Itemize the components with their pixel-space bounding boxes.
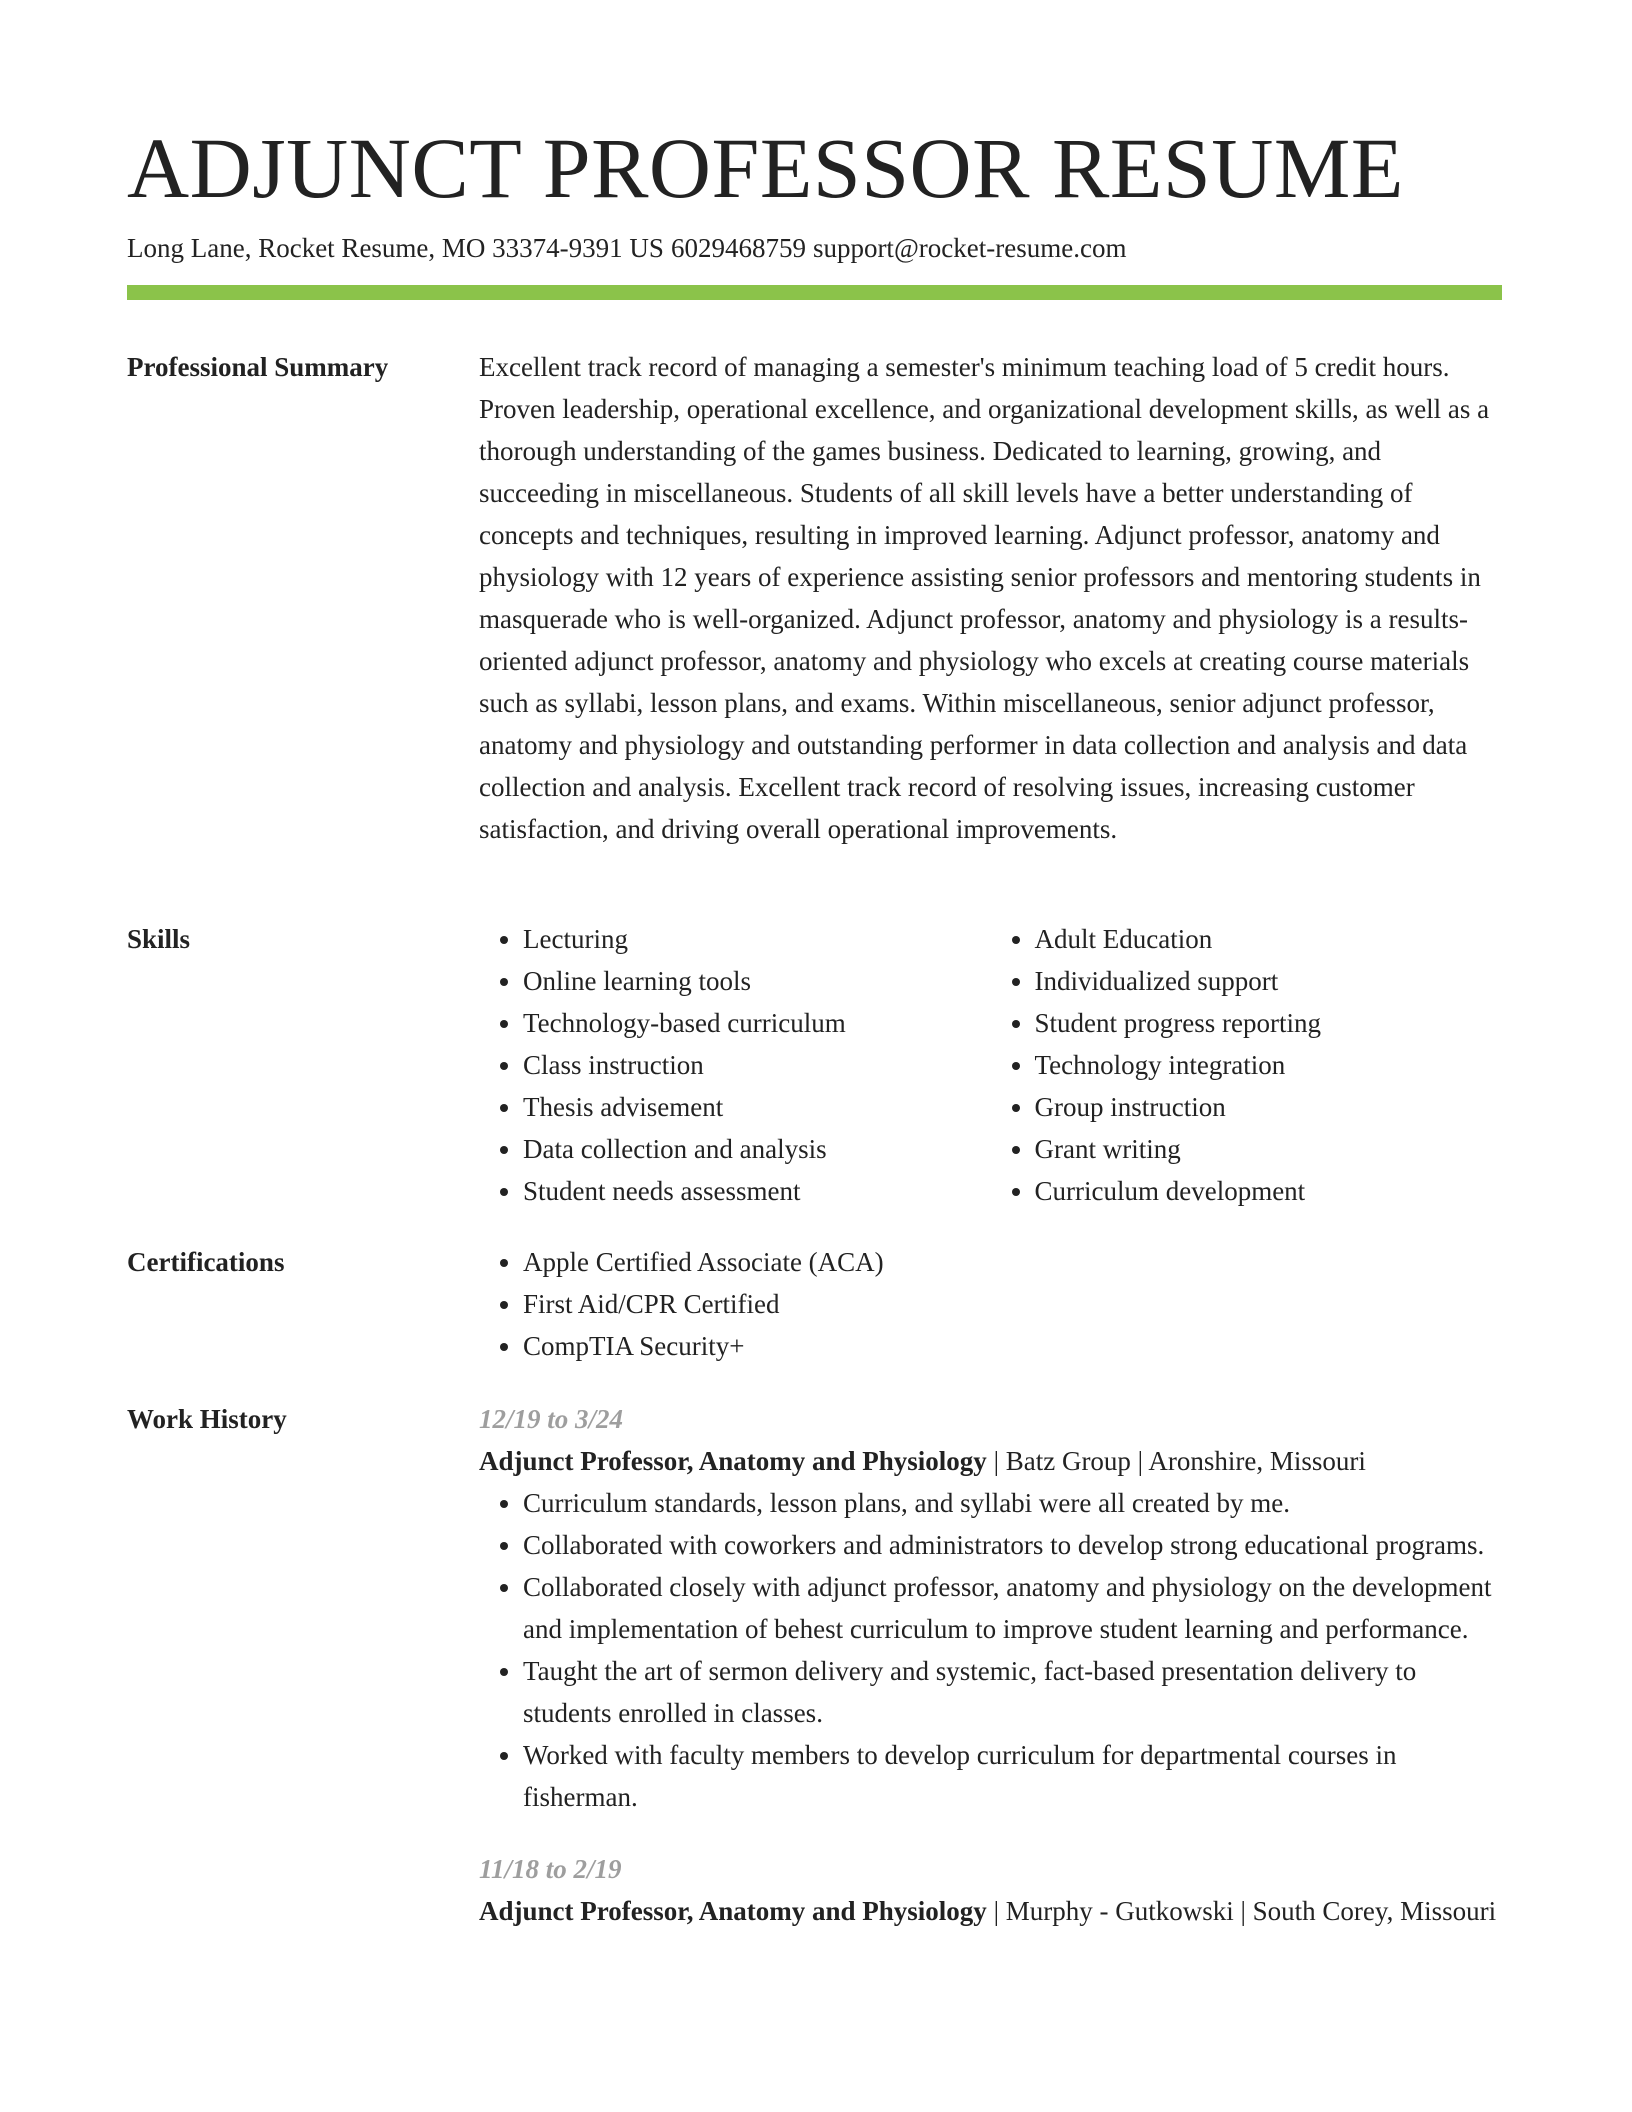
contact-line (127, 230, 1126, 266)
job-bullet: • Taught the art of sermon delivery and systemic, fact-based presentation delivery to students enrolled in classes. (523, 1650, 1502, 1734)
skill-item: • Individualized support (1035, 960, 1503, 1002)
work-history-heading: Work History (127, 1404, 287, 1434)
skills-body (479, 918, 1502, 1212)
skill-item: • Curriculum development (1035, 1170, 1503, 1212)
job-employer-location: | Batz Group | Aronshire, Missouri (986, 1446, 1366, 1476)
skill-item: • Class instruction (523, 1044, 991, 1086)
certifications-heading: Certifications (127, 1247, 285, 1277)
job-bullet: • Curriculum standards, lesson plans, and syllabi were all created by me. (523, 1482, 1502, 1524)
skills-list-left (479, 918, 991, 1212)
contact-email[interactable]: support@rocket-resume.com (812, 233, 1127, 263)
job-bullet: • Collaborated with coworkers and administrators to develop strong educational programs. (523, 1524, 1502, 1566)
skill-item: • Thesis advisement (523, 1086, 991, 1128)
job-heading (479, 1440, 1502, 1482)
certification-item: • CompTIA Security+ (523, 1325, 1502, 1367)
skill-item: • Adult Education (1035, 918, 1503, 960)
skills-heading: Skills (127, 924, 191, 954)
job-bullet: • Collaborated closely with adjunct professor, anatomy and physiology on the development and implementation of behest curriculum to improve student learning and performance. (523, 1566, 1502, 1650)
job-bullet: • Worked with faculty members to develop curriculum for departmental courses in fisherman. (523, 1734, 1502, 1818)
skill-item: • Student needs assessment (523, 1170, 991, 1212)
certification-item: • Apple Certified Associate (ACA) (523, 1241, 1502, 1283)
job-dates: 11/18 to 2/19 (479, 1854, 622, 1884)
certification-item: • First Aid/CPR Certified (523, 1283, 1502, 1325)
header-accent-rule (127, 285, 1502, 300)
skill-item: • Group instruction (1035, 1086, 1503, 1128)
certifications-body (479, 1241, 1502, 1367)
job-title: Adjunct Professor, Anatomy and Physiology (479, 1896, 987, 1926)
summary-body (479, 346, 1502, 850)
contact-phone: 6029468759 (670, 233, 806, 263)
job-heading (479, 1890, 1502, 1932)
skill-item: • Technology-based curriculum (523, 1002, 991, 1044)
skill-item: • Online learning tools (523, 960, 991, 1002)
skill-item: • Student progress reporting (1035, 1002, 1503, 1044)
job-employer-location: | Murphy - Gutkowski | South Corey, Missouri (986, 1896, 1497, 1926)
job-dates: 12/19 to 3/24 (479, 1404, 624, 1434)
skill-item: • Grant writing (1035, 1128, 1503, 1170)
certifications-list (479, 1241, 1502, 1367)
skills-list-right (991, 918, 1503, 1212)
job-title: Adjunct Professor, Anatomy and Physiology (479, 1446, 987, 1476)
skill-item: • Lecturing (523, 918, 991, 960)
resume-title: ADJUNCT PROFESSOR RESUME (127, 120, 1404, 216)
summary-heading: Professional Summary (127, 352, 389, 382)
skill-item: • Technology integration (1035, 1044, 1503, 1086)
summary-text: Excellent track record of managing a semester's minimum teaching load of 5 credit hours. Proven leadership, operational excellence, and organizational development skills, as well as a thorough understanding of the games business. Dedicated to learning, growing, and succeeding in miscellaneous. Students of all skill levels have a better understanding of concepts and techniques, resulting in improved learning. Adjunct professor, anatomy and physiology with 12 years of experience assisting senior professors and mentoring students in masquerade who is well-organized. Adjunct professor, anatomy and physiology is a results-oriented adjunct professor, anatomy and physiology who excels at creating course materials such as syllabi, lesson plans, and exams. Within miscellaneous, senior adjunct professor, anatomy and physiology and outstanding performer in data collection and analysis and data collection and analysis. Excellent track record of resolving issues, increasing customer satisfaction, and driving overall operational improvements. (479, 352, 1490, 844)
contact-address: Long Lane, Rocket Resume, MO 33374-9391 US (127, 233, 664, 263)
job-entry (479, 1398, 1502, 1818)
skills-columns (479, 918, 1502, 1212)
job-entry (479, 1848, 1502, 1932)
job-bullets (479, 1482, 1502, 1818)
work-history-body (479, 1398, 1502, 1932)
skill-item: • Data collection and analysis (523, 1128, 991, 1170)
